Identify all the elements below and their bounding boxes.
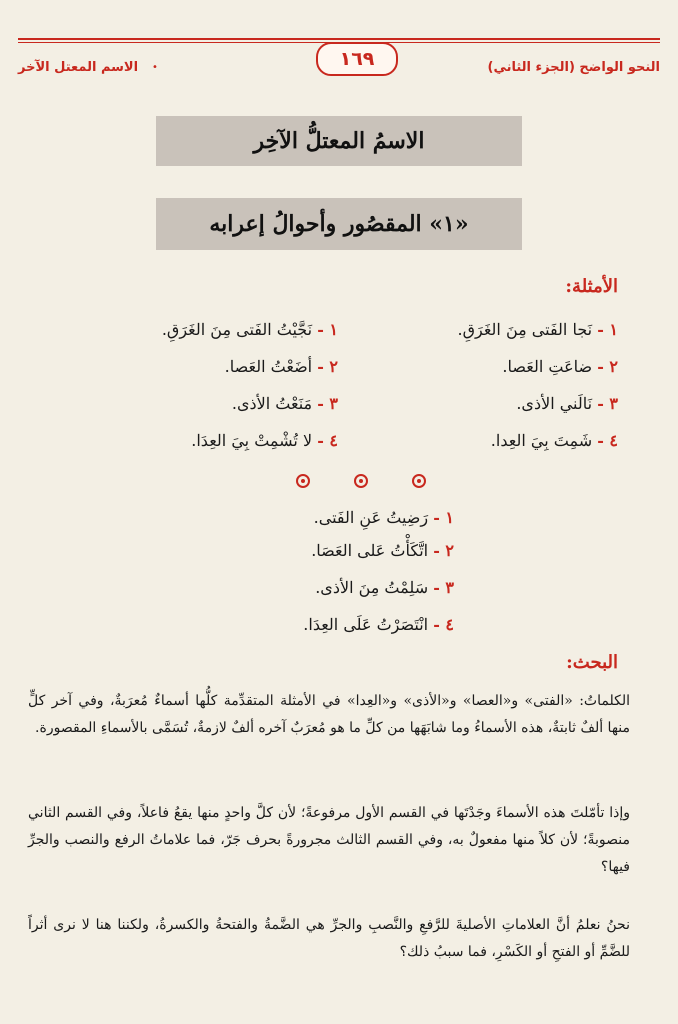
header-dot-icon: • [152, 62, 158, 73]
book-title: النحو الواضح (الجزء الثاني) [487, 60, 660, 75]
header-rule-thin [18, 42, 660, 43]
example-number: ٤ - [433, 615, 454, 634]
main-title-box: الاسمُ المعتلُّ الآخِر [156, 116, 522, 166]
example-text: ضاعَتِ العَصا. [502, 357, 593, 376]
example-number: ٣ - [317, 394, 338, 413]
example-c2-4 [191, 431, 338, 450]
page-header [18, 42, 660, 76]
example-text: انْتَصَرْتُ عَلَى العِدَا. [303, 615, 429, 634]
example-c3-4 [303, 615, 454, 634]
example-text: مَنَعْتُ الأذى. [231, 394, 313, 413]
example-number: ٤ - [597, 431, 618, 450]
ornament-divider [290, 474, 430, 494]
example-text: أضَعْتُ العَصا. [224, 357, 313, 376]
example-c3-1 [314, 508, 454, 527]
example-number: ٢ - [433, 541, 454, 560]
example-text: نَالَني الأذى. [516, 394, 593, 413]
example-c2-3 [232, 394, 338, 413]
example-c3-2 [311, 541, 454, 560]
header-rule [18, 38, 660, 40]
example-number: ١ - [597, 320, 618, 339]
example-number: ٢ - [597, 357, 618, 376]
example-number: ٢ - [317, 357, 338, 376]
example-c1-3 [516, 394, 618, 413]
paragraph-1: الكلماتُ: «الفتى» و«العصا» و«الأذى» و«العِدا» في الأمثلة المتقدِّمة كلُّها أسماءٌ مُعرَبةٌ، وفي آخر كلٍّ منها ألفٌ ثابتةٌ، هذه الأسماءُ وما شابَهَها من كلِّ ما هو مُعرَبٌ آخره ألفٌ لازمةٌ، تُسَمَّى بالأسماءِ المقصورة. [28, 693, 630, 736]
ornament-icon [354, 474, 368, 488]
ornament-icon [296, 474, 310, 488]
example-text: شَمِتَ بِيَ العِدا. [490, 431, 593, 450]
discussion-heading: البحث: [566, 652, 618, 673]
chapter-title: الاسم المعتل الآخر [18, 60, 139, 75]
example-number: ٤ - [317, 431, 338, 450]
example-text: سَلِمْتُ مِنَ الأذى. [315, 578, 429, 597]
example-text: نَجَّيْتُ الفَتى مِنَ الغَرَقِ. [161, 320, 313, 339]
example-text: رَضِيتُ عَنِ الفَتى. [313, 508, 429, 527]
example-number: ١ - [433, 508, 454, 527]
example-c3-3 [315, 578, 454, 597]
example-text: اتَّكَأْتُ عَلى العَصَا. [311, 541, 429, 560]
example-text: لا تُشْمِتْ بِيَ العِدَا. [191, 431, 313, 450]
page-number: ١٦٩ [316, 42, 398, 76]
ornament-icon [412, 474, 426, 488]
paragraph-2: وإذا تأمّلتَ هذه الأسماءَ وجَدْتَها في القسم الأول مرفوعةً؛ لأن كلَّ واحدٍ منها يقعُ فاعلاً، وفي القسم الثاني منصوبةً؛ لأن كلاً منها مفعولٌ به، وفي القسم الثالث مجرورةً بحرف جَرّ، فما علاماتُ الرفع والنصب والجرِّ فيها؟ [28, 805, 630, 875]
example-number: ٣ - [597, 394, 618, 413]
example-c1-1 [457, 320, 618, 339]
example-text: نَجا الفَتى مِنَ الغَرَقِ. [457, 320, 593, 339]
paragraph-3: نحنُ نعلمُ أنَّ العلاماتِ الأصليةَ للرَّفعِ والنَّصبِ والجرِّ هي الضَّمةُ والفتحةُ والكسرةُ، ولكننا هنا لا نرى أثراً للضَّمِّ أو الفتحِ أو الكَسْرِ، فما سببُ ذلك؟ [28, 917, 630, 960]
example-c2-1 [162, 320, 338, 339]
example-c1-4 [491, 431, 618, 450]
example-c1-2 [502, 357, 618, 376]
sub-title-box: «١» المقصُور وأحوالُ إعرابه [156, 198, 522, 250]
example-number: ١ - [317, 320, 338, 339]
example-number: ٣ - [433, 578, 454, 597]
examples-heading: الأمثلة: [565, 276, 618, 297]
example-c2-2 [225, 357, 338, 376]
